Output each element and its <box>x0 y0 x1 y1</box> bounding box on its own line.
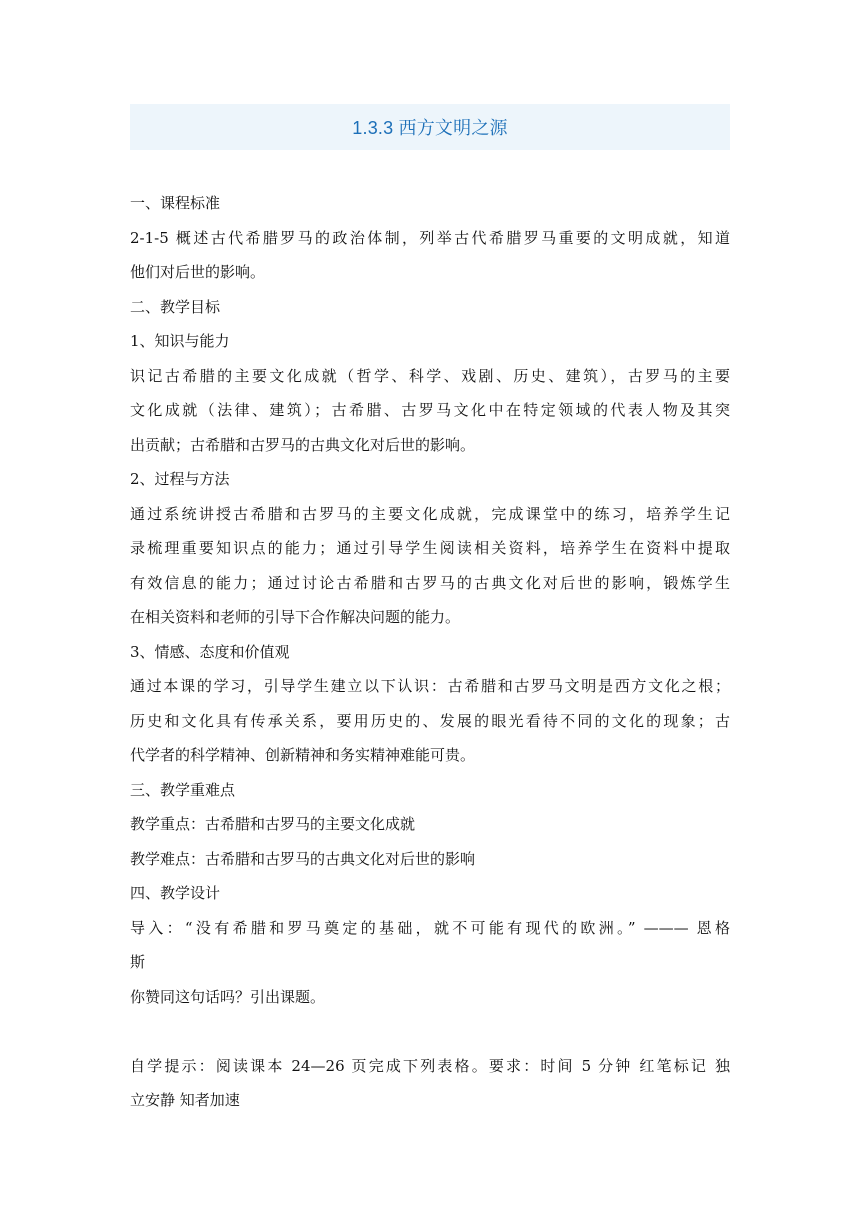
heading-course-standard: 一、课程标准 <box>130 194 221 212</box>
paragraph-line: 通过本课的学习，引导学生建立以下认识：古希腊和古罗马文明是西方文化之根； <box>130 677 730 695</box>
paragraph-line: 2-1-5 概述古代希腊罗马的政治体制，列举古代希腊罗马重要的文明成就，知道 <box>130 228 730 247</box>
heading-teaching-design: 四、教学设计 <box>130 884 221 902</box>
paragraph-line: 自学提示：阅读课本 24—26 页完成下列表格。要求：时间 5 分钟 红笔标记 独 <box>130 1056 730 1075</box>
paragraph-line: 有效信息的能力；通过讨论古希腊和古罗马的古典文化对后世的影响，锻炼学生 <box>130 573 730 592</box>
document-body <box>130 186 730 1118</box>
paragraph-line: 你赞同这句话吗？引出课题。 <box>130 987 326 1006</box>
paragraph-line: 文化成就（法律、建筑）；古希腊、古罗马文化中在特定领域的代表人物及其突 <box>130 401 730 419</box>
paragraph-line: 立安静 知者加速 <box>130 1091 240 1109</box>
subheading-process-method: 2、过程与方法 <box>130 470 230 488</box>
paragraph-line: 识记古希腊的主要文化成就（哲学、科学、戏剧、历史、建筑），古罗马的主要 <box>130 366 730 385</box>
page-title: 1.3.3 西方文明之源 <box>352 118 508 138</box>
subheading-emotion-values: 3、情感、态度和价值观 <box>130 642 290 661</box>
paragraph-line: 代学者的科学精神、创新精神和务实精神难能可贵。 <box>130 746 476 764</box>
paragraph-line: 通过系统讲授古希腊和古罗马的主要文化成就，完成课堂中的练习，培养学生记 <box>130 504 730 523</box>
heading-teaching-goals: 二、教学目标 <box>130 297 221 316</box>
paragraph-line: 在相关资料和老师的引导下合作解决问题的能力。 <box>130 608 461 626</box>
paragraph-line: 教学难点：古希腊和古罗马的古典文化对后世的影响 <box>130 849 476 868</box>
paragraph-line: 录梳理重要知识点的能力；通过引导学生阅读相关资料，培养学生在资料中提取 <box>130 539 730 557</box>
paragraph-line: 导入：“没有希腊和罗马奠定的基础，就不可能有现代的欧洲。” ——— 恩格 <box>130 918 730 937</box>
paragraph-line: 历史和文化具有传承关系，要用历史的、发展的眼光看待不同的文化的现象；古 <box>130 711 730 730</box>
paragraph-line: 出贡献；古希腊和古罗马的古典文化对后世的影响。 <box>130 435 476 454</box>
title-banner <box>130 104 730 150</box>
paragraph-line: 他们对后世的影响。 <box>130 263 266 281</box>
blank-line <box>130 1014 730 1049</box>
subheading-knowledge-ability: 1、知识与能力 <box>130 332 230 350</box>
paragraph-line: 斯 <box>130 953 146 971</box>
paragraph-line: 教学重点：古希腊和古罗马的主要文化成就 <box>130 815 416 833</box>
heading-key-points: 三、教学重难点 <box>130 780 236 799</box>
